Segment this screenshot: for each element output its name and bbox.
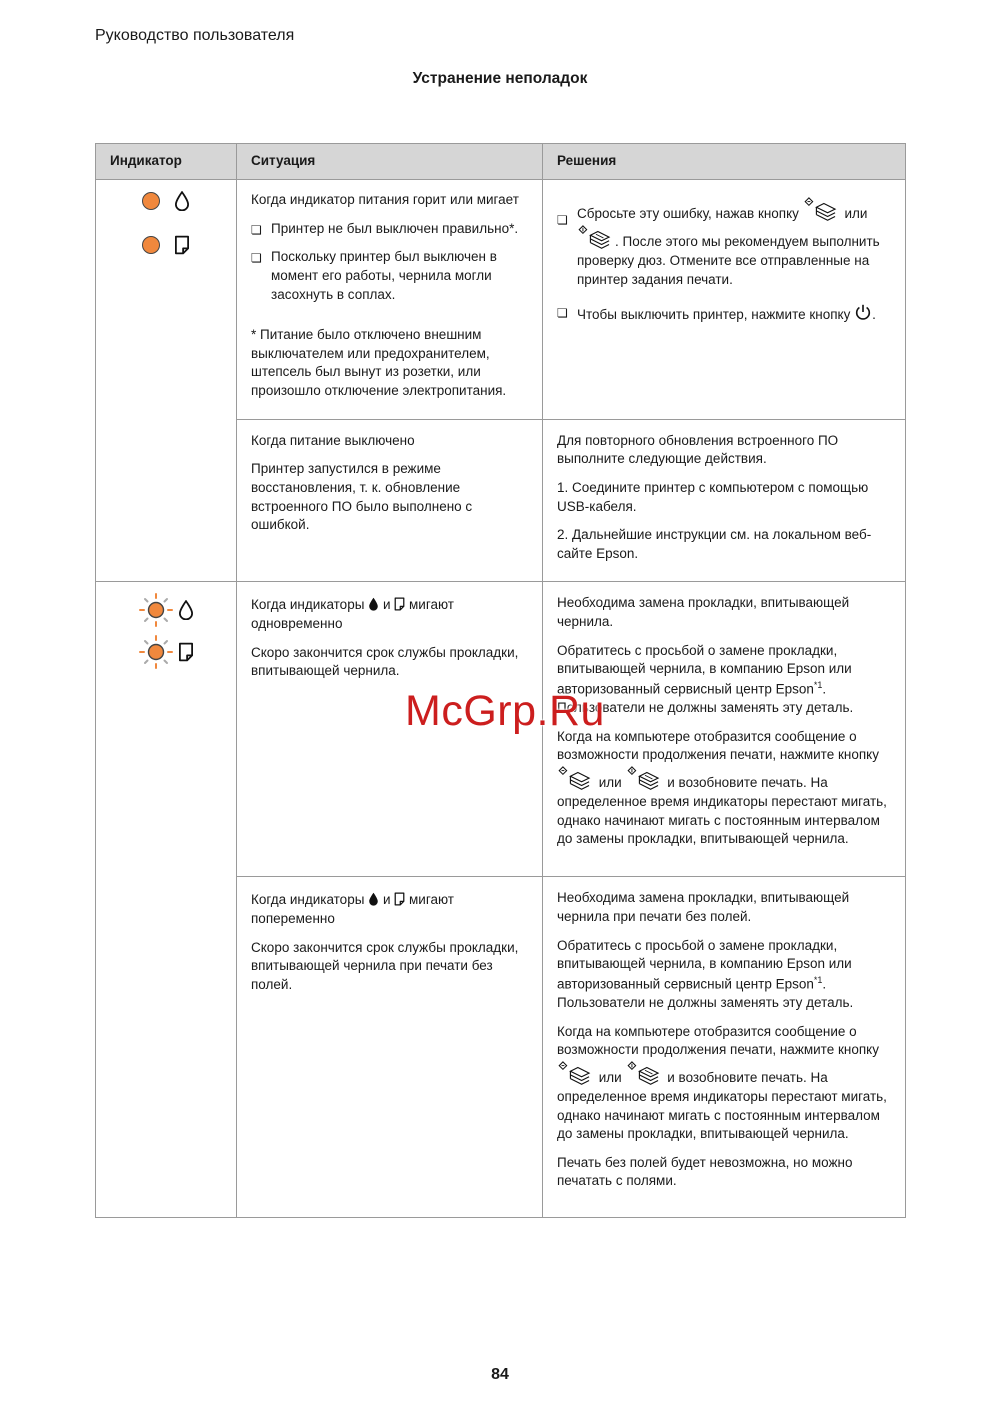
running-header: Руководство пользователя: [95, 27, 295, 44]
solution-text: [557, 642, 891, 718]
list-item: [251, 248, 528, 304]
situation-cell: [237, 180, 543, 420]
ink-drop-icon: [368, 892, 379, 906]
solution-text: и возобновите печать. На определенное время индикаторы перестают мигать, однако начинают мигать с постоянным интервалом до замены прокладки, впитывающей чернила.: [557, 1069, 887, 1142]
watermark: McGrp.Ru: [405, 687, 605, 735]
solution-text: [557, 1023, 891, 1144]
checkbox-bullet-icon: ❏: [557, 213, 568, 227]
solution-text: или: [598, 1069, 622, 1085]
situation-text: Когда индикаторы: [251, 892, 365, 908]
footnote: * Питание было отключено внешним выключателем или предохранителем, штепсель был вынут из розетки, или произошло отключение электропитания.: [251, 327, 507, 398]
solution-text: Когда на компьютере отобразится сообщение о возможности продолжения печати, нажмите кнопку: [557, 728, 879, 763]
footnote-ref: *1: [813, 679, 823, 690]
solution-text: [557, 937, 891, 1013]
solution-cell: [543, 419, 906, 582]
situation-cell: [237, 419, 543, 582]
ink-drop-icon: [368, 597, 379, 611]
page-number: 84: [491, 1366, 509, 1383]
checkbox-bullet-icon: ❏: [557, 306, 568, 321]
solution-text: или: [844, 206, 868, 221]
power-led-blinking-icon: [138, 592, 174, 628]
solution-text: Обратитесь с просьбой о замене прокладки, впитывающей чернила, в компанию Epson или авторизованный сервисный центр Epson: [557, 642, 852, 697]
solution-text: Обратитесь с просьбой о замене прокладки, впитывающей чернила, в компанию Epson или авторизованный сервисный центр Epson: [557, 937, 852, 992]
solution-step: 1. Соедините принтер с компьютером с помощью USB-кабеля.: [557, 479, 869, 514]
solution-text: . Пользователи не должны заменять эту деталь.: [557, 681, 854, 715]
situation-text: Скоро закончится срок службы прокладки, впитывающей чернила при печати без полей.: [251, 939, 519, 992]
solution-text: Печать без полей будет невозможна, но можно печатать с полями.: [557, 1154, 853, 1189]
solution-text: .: [872, 307, 876, 323]
list-item-text: Поскольку принтер был выключен в момент его работы, чернила могли засохнуть в соплах.: [271, 249, 497, 302]
situation-text: и: [382, 892, 391, 908]
paper-icon: [178, 642, 194, 662]
paper-icon: [394, 892, 405, 906]
power-button-icon: [854, 303, 872, 321]
solution-text: Необходима замена прокладки, впитывающей чернила при печати без полей.: [557, 890, 850, 924]
column-header-indicator: Индикатор: [96, 144, 237, 180]
solution-text: и возобновите печать. На определенное время индикаторы перестают мигать, однако начинают мигать с постоянным интервалом до замены прокладки, впитывающей чернила.: [557, 774, 887, 847]
situation-title: Когда питание выключено: [251, 432, 415, 448]
paper-icon: [174, 235, 190, 255]
solution-text: Сбросьте эту ошибку, нажав кнопку: [577, 206, 799, 221]
solution-text: . После этого мы рекомендуем выполнить проверку дюз. Отмените все отправленные на принтер задания печати.: [577, 234, 880, 287]
list-item: [557, 196, 891, 289]
nozzle-check-button-icon: [626, 1060, 664, 1088]
solution-text: Необходима замена прокладки, впитывающей чернила.: [557, 595, 850, 629]
section-title: Устранение неполадок: [412, 70, 588, 87]
situation-text: мигают попеременно: [251, 892, 454, 926]
stop-reset-button-icon: [557, 1060, 595, 1088]
list-item-text: [577, 196, 891, 289]
solution-text: Когда на компьютере отобразится сообщение о возможности продолжения печати, нажмите кнопку: [557, 1023, 879, 1058]
situation-text: Принтер запустился в режиме восстановления, т. к. обновление встроенного ПО было выполнено с ошибкой.: [251, 461, 473, 533]
solution-text: или: [598, 774, 622, 790]
list-item-text: [577, 303, 891, 325]
situation-text: Когда индикаторы: [251, 597, 365, 613]
stop-reset-button-icon: [803, 196, 841, 224]
solution-step: 2. Дальнейшие инструкции см. на локальном веб-сайте Epson.: [557, 527, 872, 561]
column-header-solutions: Решения: [543, 144, 906, 180]
footnote-ref: *1: [813, 974, 823, 985]
solution-text: Чтобы выключить принтер, нажмите кнопку: [577, 307, 851, 323]
situation-title: [251, 596, 528, 633]
power-led-icon: [142, 236, 160, 254]
nozzle-check-button-icon: [626, 765, 664, 793]
paper-icon: [394, 597, 405, 611]
table-row: [96, 180, 906, 420]
solution-text: . Пользователи не должны заменять эту деталь.: [557, 976, 854, 1010]
power-led-blinking-icon: [138, 634, 174, 670]
solution-text: [557, 728, 891, 849]
indicator-cell: [96, 582, 237, 1218]
situation-intro: Когда индикатор питания горит или мигает: [251, 192, 519, 207]
stop-reset-button-icon: [557, 765, 595, 793]
list-item-text: Принтер не был выключен правильно*.: [271, 220, 519, 236]
situation-title: [251, 891, 528, 928]
situation-text: мигают одновременно: [251, 597, 454, 631]
column-header-situation: Ситуация: [237, 144, 543, 180]
checkbox-bullet-icon: ❏: [251, 222, 262, 237]
situation-cell: [237, 877, 543, 1218]
checkbox-bullet-icon: ❏: [251, 251, 262, 266]
list-item: [557, 303, 891, 325]
ink-drop-icon: [174, 191, 190, 211]
indicator-cell: [96, 180, 237, 582]
table-header-row: [96, 144, 906, 180]
list-item: [251, 220, 528, 239]
troubleshooting-table: [95, 143, 906, 1218]
ink-drop-icon: [178, 600, 194, 620]
nozzle-check-button-icon: [577, 224, 615, 252]
solution-intro: Для повторного обновления встроенного ПО выполните следующие действия.: [557, 432, 839, 467]
solution-cell: [543, 877, 906, 1218]
power-led-icon: [142, 192, 160, 210]
situation-text: Скоро закончится срок службы прокладки, впитывающей чернила.: [251, 644, 519, 679]
situation-text: и: [382, 597, 391, 613]
solution-cell: [543, 180, 906, 420]
